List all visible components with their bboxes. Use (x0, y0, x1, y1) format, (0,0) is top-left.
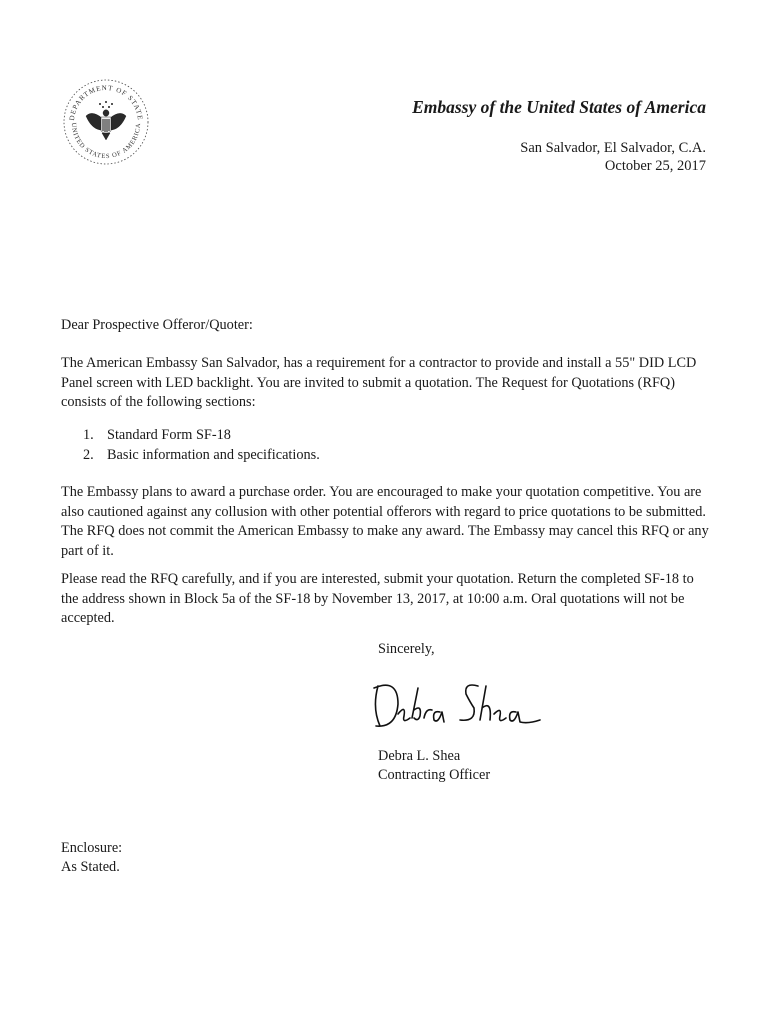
handwritten-signature (368, 668, 548, 740)
list-item-text: Basic information and specifications. (107, 447, 320, 463)
paragraph-award: The Embassy plans to award a purchase order. You are encouraged to make your quotation competitive. You are also cautioned against any collusion with other potential offerors with regard to price quotations to be submitted. The RFQ does not commit the American Embassy to make any award. The Embassy may cancel this RFQ or any part of it. (61, 484, 709, 559)
department-of-state-seal (62, 78, 150, 166)
enclosure-value: As Stated. (61, 859, 120, 875)
list-item-number: 1. (83, 427, 94, 443)
list-item-number: 2. (83, 447, 94, 463)
paragraph-requirement: The American Embassy San Salvador, has a requirement for a contractor to provide and install a 55" DID LCD Panel screen with LED backlight. You are invited to submit a quotation. The Request for Quotations (RFQ) consists of the following sections: (61, 355, 697, 410)
rfq-sections-list (83, 425, 320, 465)
paragraph-instructions: Please read the RFQ carefully, and if you are interested, submit your quotation. Return the completed SF-18 to the address shown in Block 5a of the SF-18 by November 13, 2017, at 10:00 a.m. Oral quotations will not be accepted. (61, 571, 694, 626)
embassy-name: Embassy of the United States of America (412, 97, 706, 117)
svg-text:DEPARTMENT OF STATE: DEPARTMENT OF STATE (67, 83, 145, 122)
signer-name: Debra L. Shea (378, 748, 461, 764)
salutation: Dear Prospective Offeror/Quoter: (61, 317, 253, 333)
signer-title: Contracting Officer (378, 767, 491, 783)
letter-date: October 25, 2017 (604, 158, 706, 174)
letter-location: San Salvador, El Salvador, C.A. (520, 140, 706, 156)
closing: Sincerely, (378, 641, 435, 657)
svg-text:UNITED STATES OF AMERICA: UNITED STATES OF AMERICA (69, 122, 143, 161)
enclosure-label: Enclosure: (61, 840, 123, 856)
list-item (83, 445, 320, 465)
list-item-text: Standard Form SF-18 (107, 427, 231, 443)
list-item (83, 425, 320, 445)
